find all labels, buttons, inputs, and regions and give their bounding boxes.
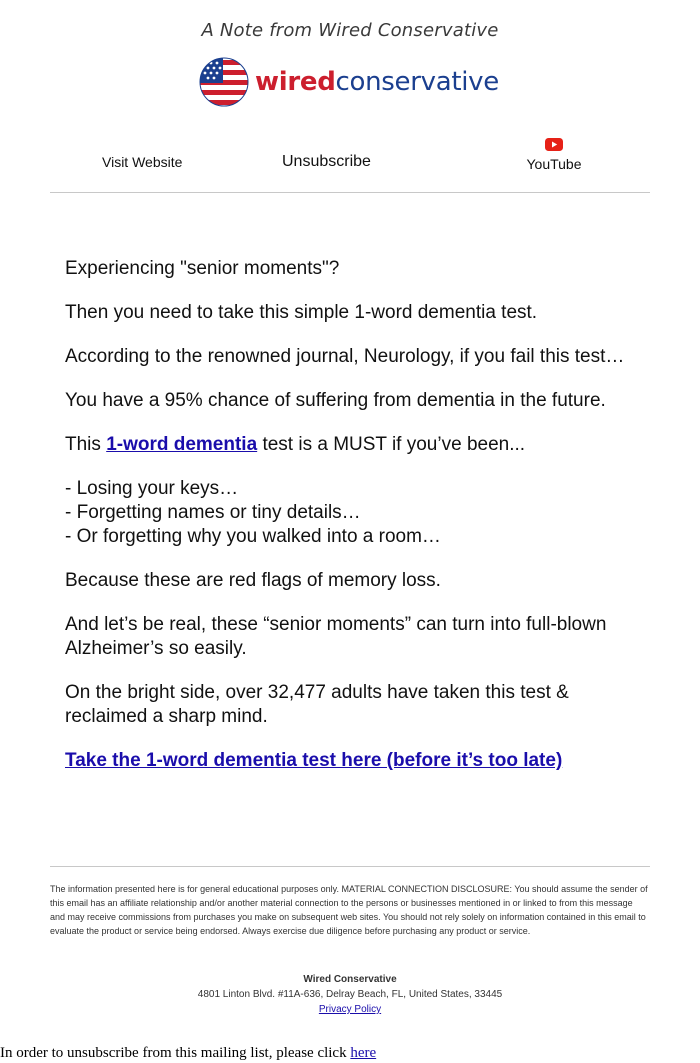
brand-logo (199, 57, 499, 107)
paragraph: And let’s be real, these “senior moments” can turn into full-blown Alzheimer’s so easily. (65, 614, 607, 659)
flag-globe-icon (199, 57, 249, 107)
youtube-link[interactable] (526, 138, 582, 172)
company-address-block (0, 972, 700, 1017)
paragraph: You have a 95% chance of suffering from dementia in the future. (65, 390, 606, 411)
visit-website-link[interactable]: Visit Website (102, 154, 183, 170)
symptom-list (65, 477, 650, 549)
unsubscribe-here-link[interactable]: here (350, 1045, 377, 1061)
paragraph: Experiencing "senior moments"? (65, 258, 340, 279)
logo-wordmark: wiredconservative (255, 67, 499, 97)
paragraph: On the bright side, over 32,477 adults have taken this test & reclaimed a sharp mind. (65, 682, 569, 727)
youtube-label: YouTube (526, 156, 582, 172)
paragraph: This 1-word dementia test is a MUST if you’ve been... (65, 434, 526, 455)
cta-paragraph (65, 749, 650, 773)
list-item: - Forgetting names or tiny details… (65, 502, 361, 523)
email-body (65, 257, 650, 793)
unsubscribe-link[interactable]: Unsubscribe (282, 153, 371, 170)
top-nav (50, 130, 650, 193)
company-name: Wired Conservative (303, 974, 397, 985)
privacy-policy-link[interactable]: Privacy Policy (318, 1004, 382, 1015)
paragraph: Then you need to take this simple 1-word dementia test. (65, 302, 538, 323)
take-test-cta-link[interactable]: Take the 1-word dementia test here (before it’s too late) (65, 750, 563, 771)
note-title: A Note from Wired Conservative (201, 20, 499, 41)
paragraph: According to the renowned journal, Neurology, if you fail this test… (65, 346, 625, 367)
youtube-icon (526, 138, 582, 154)
footer-divider (50, 866, 650, 867)
company-address: 4801 Linton Blvd. #11A-636, Delray Beach, FL, United States, 33445 (197, 989, 503, 1000)
dementia-test-inline-link[interactable]: 1-word dementia (106, 434, 258, 455)
list-item: - Or forgetting why you walked into a room… (65, 526, 441, 547)
disclosure-text: The information presented here is for general educational purposes only. MATERIAL CONNECTION DISCLOSURE: You should assume the sender of this email has an affiliate relationship and/or another material connection to the persons or businesses mentioned in or linked to from this message and may receive commissions from purchases you make on subsequent web sites. You should not rely solely on information contained in this email to evaluate the product or service being endorsed. Always exercise due diligence before purchasing any product or service. (50, 884, 648, 936)
paragraph: Because these are red flags of memory loss. (65, 570, 441, 591)
unsubscribe-notice: In order to unsubscribe from this mailing list, please click here (0, 1045, 377, 1061)
list-item: - Losing your keys… (65, 478, 239, 499)
